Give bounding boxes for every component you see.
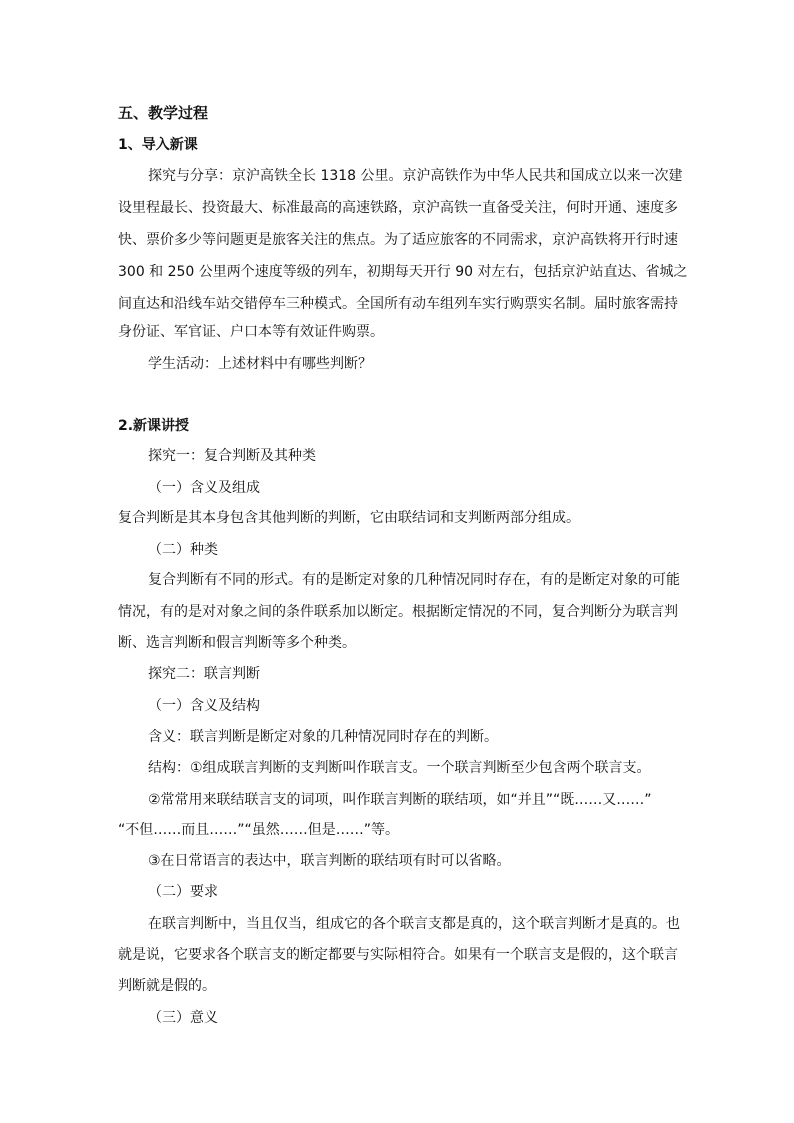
subheading: （二）要求 [148, 884, 218, 900]
paragraph-line: 身份证、军官证、户口本等有效证件购票。 [118, 324, 384, 340]
subheading: （二）种类 [148, 542, 218, 558]
explore-heading: 探究二：联言判断 [148, 666, 260, 682]
paragraph-line: ③在日常语言的表达中，联言判断的联结项有时可以省略。 [148, 853, 511, 869]
subsection-title-intro: 1、导入新课 [118, 137, 198, 153]
explore-heading: 探究一：复合判断及其种类 [148, 448, 316, 464]
paragraph-line: 断、选言判断和假言判断等多个种类。 [118, 635, 356, 651]
paragraph-line: 快、票价多少等问题更是旅客关注的焦点。为了适应旅客的不同需求，京沪高铁将开行时速 [118, 232, 678, 248]
section-title: 五、教学过程 [118, 104, 209, 122]
paragraph-line: ②常常用来联结联言支的词项，叫作联言判断的联结项，如“并且”“既……又……” [148, 792, 652, 808]
subheading: （一）含义及组成 [148, 480, 260, 496]
student-activity: 学生活动：上述材料中有哪些判断？ [148, 356, 372, 372]
paragraph-line: “不但……而且……”“虽然……但是……”等。 [118, 822, 400, 838]
paragraph-line: 复合判断有不同的形式。有的是断定对象的几种情况同时存在，有的是断定对象的可能 [148, 572, 680, 588]
subheading: （一）含义及结构 [148, 698, 260, 714]
paragraph-line: 就是说，它要求各个联言支的断定都要与实际相符合。如果有一个联言支是假的，这个联言 [118, 947, 678, 963]
subheading: （三）意义 [148, 1010, 218, 1026]
paragraph-line: 间直达和沿线车站交错停车三种模式。全国所有动车组列车实行购票实名制。届时旅客需持 [118, 296, 678, 312]
subsection-title-new-lesson: 2.新课讲授 [118, 418, 190, 434]
paragraph-line: 探究与分享：京沪高铁全长 1318 公里。京沪高铁作为中华人民共和国成立以来一次建 [148, 168, 683, 184]
paragraph-line: 含义：联言判断是断定对象的几种情况同时存在的判断。 [148, 729, 498, 745]
paragraph-line: 判断就是假的。 [118, 978, 216, 994]
paragraph-line: 设里程最长、投资最大、标准最高的高速铁路，京沪高铁一直备受关注，何时开通、速度多 [118, 200, 678, 216]
paragraph-line: 结构：①组成联言判断的支判断叫作联言支。一个联言判断至少包含两个联言支。 [148, 760, 651, 776]
paragraph-line: 复合判断是其本身包含其他判断的判断，它由联结词和支判断两部分组成。 [118, 510, 580, 526]
paragraph-line: 情况，有的是对对象之间的条件联系加以断定。根据断定情况的不同，复合判断分为联言判 [118, 604, 678, 620]
paragraph-line: 在联言判断中，当且仅当，组成它的各个联言支都是真的，这个联言判断才是真的。也 [148, 916, 680, 932]
paragraph-line: 300 和 250 公里两个速度等级的列车，初期每天开行 90 对左右，包括京沪站直达、省城之 [118, 264, 688, 280]
